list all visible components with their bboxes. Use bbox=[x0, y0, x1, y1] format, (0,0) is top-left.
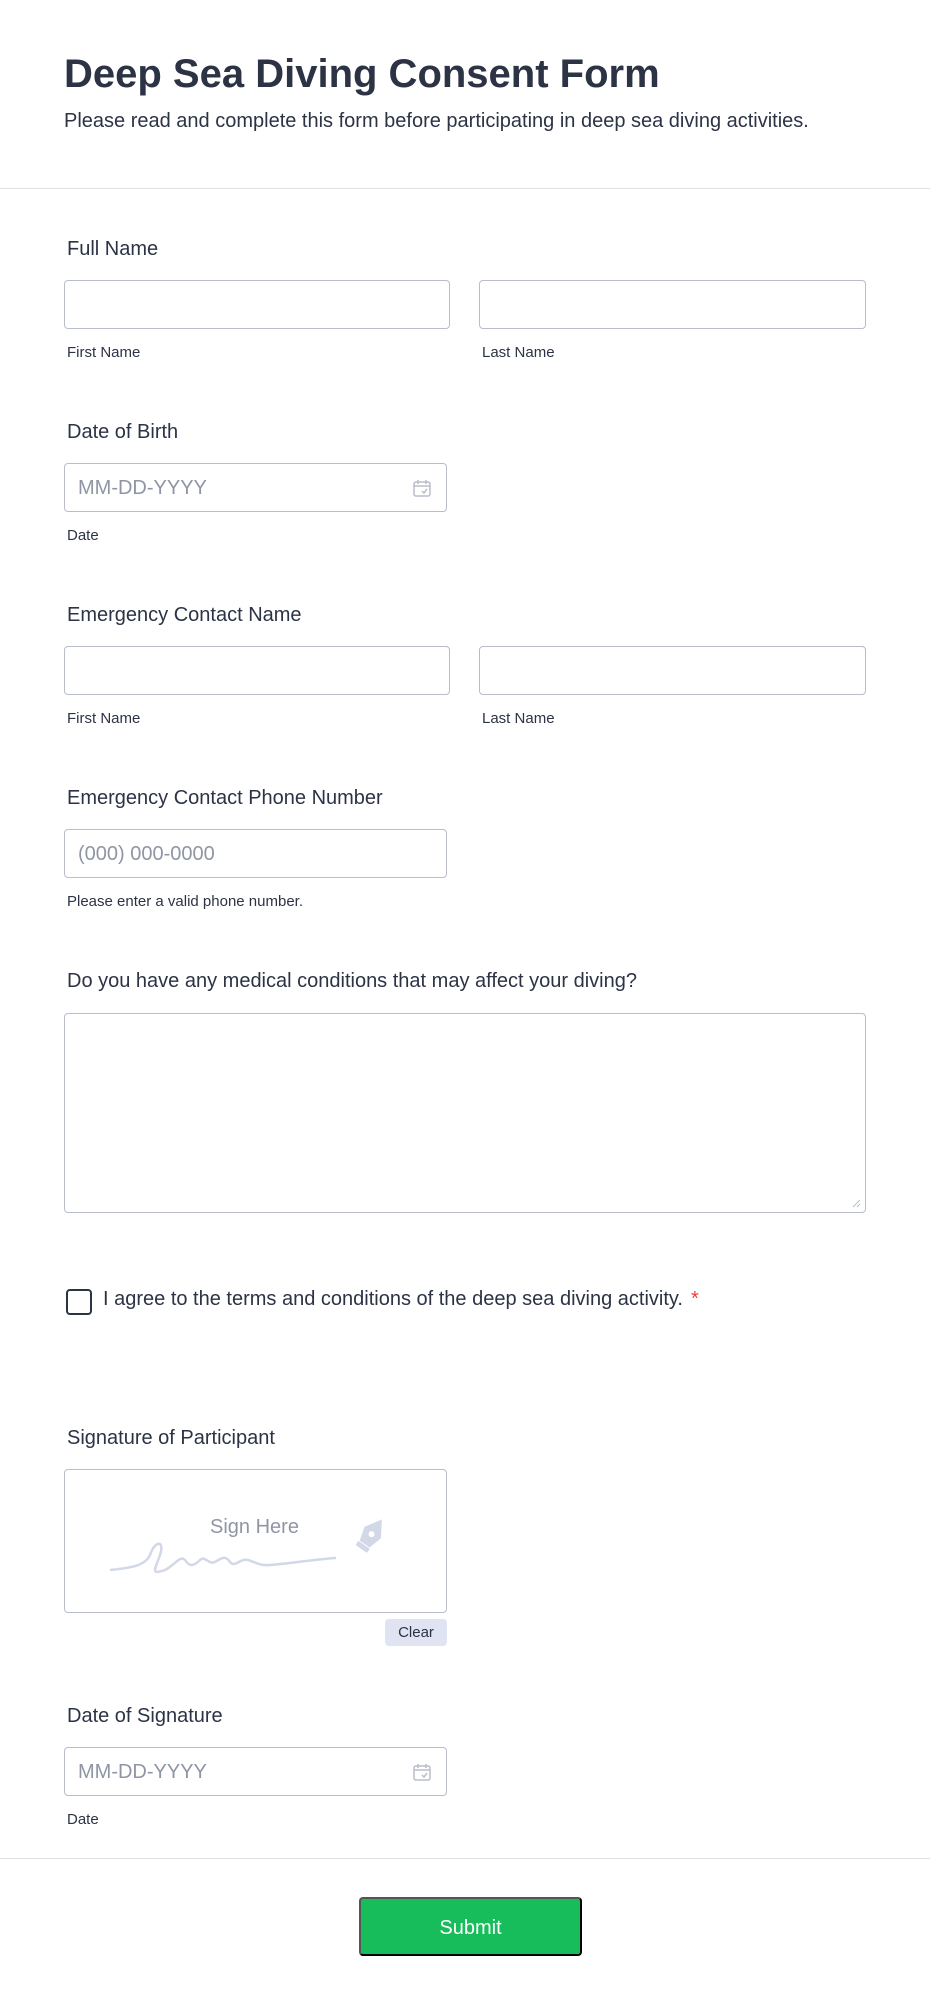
emergency-phone-input[interactable] bbox=[64, 829, 447, 878]
first-name-sublabel: First Name bbox=[67, 344, 141, 361]
dob-label: Date of Birth bbox=[67, 421, 179, 443]
emergency-last-name-sublabel: Last Name bbox=[482, 710, 555, 727]
emergency-phone-label: Emergency Contact Phone Number bbox=[67, 787, 383, 809]
terms-text: I agree to the terms and conditions of the deep sea diving activity. bbox=[103, 1288, 683, 1310]
emergency-name-label: Emergency Contact Name bbox=[67, 604, 302, 626]
form-title: Deep Sea Diving Consent Form bbox=[64, 52, 660, 96]
first-name-input[interactable] bbox=[64, 280, 450, 329]
emergency-first-name-input[interactable] bbox=[64, 646, 450, 695]
sig-date-sublabel: Date bbox=[67, 1811, 99, 1828]
full-name-label: Full Name bbox=[67, 238, 159, 260]
form-header bbox=[0, 0, 930, 189]
resize-grip-icon[interactable] bbox=[851, 1198, 861, 1208]
medical-textarea[interactable] bbox=[64, 1013, 866, 1213]
terms-checkbox[interactable] bbox=[66, 1289, 92, 1315]
medical-label: Do you have any medical conditions that may affect your diving? bbox=[67, 970, 637, 992]
signature-pad[interactable] bbox=[64, 1469, 447, 1613]
terms-label[interactable] bbox=[103, 1288, 699, 1311]
emergency-last-name-input[interactable] bbox=[479, 646, 866, 695]
dob-placeholder: MM-DD-YYYY bbox=[78, 477, 207, 499]
submit-button[interactable]: Submit bbox=[359, 1897, 582, 1956]
last-name-input[interactable] bbox=[479, 280, 866, 329]
emergency-first-name-sublabel: First Name bbox=[67, 710, 141, 727]
dob-input[interactable] bbox=[64, 463, 447, 512]
footer-divider bbox=[0, 1858, 930, 1859]
sig-date-placeholder: MM-DD-YYYY bbox=[78, 1761, 207, 1783]
dob-sublabel: Date bbox=[67, 527, 99, 544]
pen-nib-icon bbox=[348, 1512, 394, 1558]
sig-date-label: Date of Signature bbox=[67, 1705, 223, 1727]
calendar-icon[interactable] bbox=[412, 478, 432, 498]
calendar-icon[interactable] bbox=[412, 1762, 432, 1782]
required-mark: * bbox=[690, 1288, 699, 1310]
phone-placeholder: (000) 000-0000 bbox=[78, 843, 215, 865]
sign-here-prompt: Sign Here bbox=[210, 1516, 299, 1538]
form-subtitle: Please read and complete this form before participating in deep sea diving activities. bbox=[64, 110, 809, 132]
clear-signature-button[interactable]: Clear bbox=[385, 1619, 447, 1646]
phone-sublabel: Please enter a valid phone number. bbox=[67, 893, 303, 910]
sig-date-input[interactable] bbox=[64, 1747, 447, 1796]
signature-label: Signature of Participant bbox=[67, 1427, 275, 1449]
last-name-sublabel: Last Name bbox=[482, 344, 555, 361]
